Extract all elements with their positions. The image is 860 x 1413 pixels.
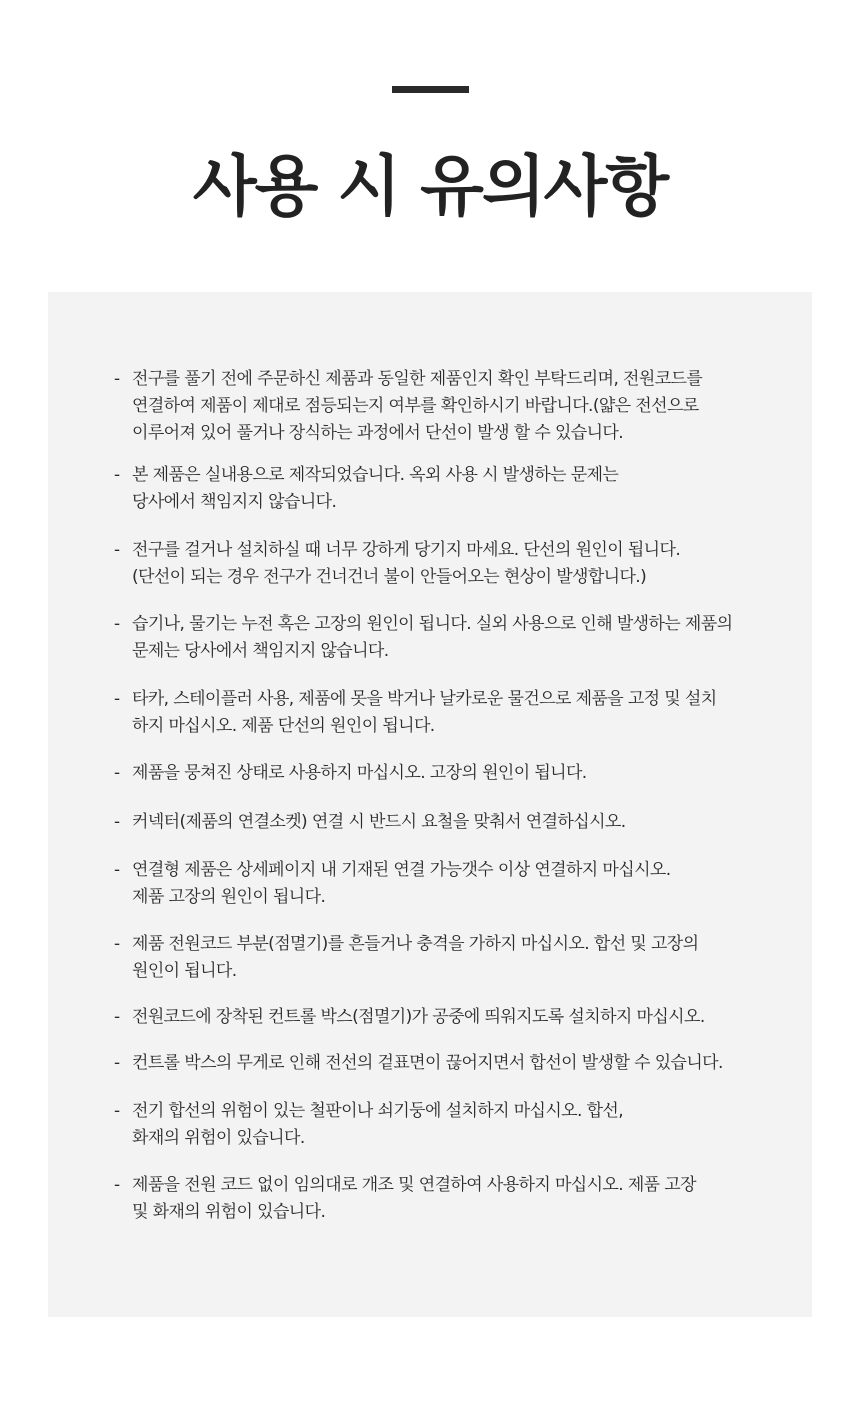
notice-item [114,857,794,911]
bullet-dash: - [114,1007,120,1027]
bullet-dash: - [114,860,120,880]
notice-line: (단선이 되는 경우 전구가 건너건너 불이 안들어오는 현상이 발생합니다.) [132,567,647,587]
bullet-dash: - [114,1175,120,1195]
notice-line: 하지 마십시오. 제품 단선의 원인이 됩니다. [132,716,435,736]
notice-item [114,686,794,740]
notice-line: 문제는 당사에서 책임지지 않습니다. [132,641,389,661]
notice-item [114,611,794,665]
notice-item [114,1098,794,1152]
notice-line: 이루어져 있어 풀거나 장식하는 과정에서 단선이 발생 할 수 있습니다. [132,423,624,443]
notice-line: 본 제품은 실내용으로 제작되었습니다. 옥외 사용 시 발생하는 문제는 [132,465,619,485]
notice-line: 연결형 제품은 상세페이지 내 기재된 연결 가능갯수 이상 연결하지 마십시오. [132,860,671,880]
bullet-dash: - [114,812,120,832]
notice-item [114,462,794,516]
notice-line: 제품 고장의 원인이 됩니다. [132,887,326,907]
notice-item [114,809,794,836]
page-title: 사용 시 유의사항 [192,148,668,225]
notice-item [114,1050,794,1077]
notice-line: 전원코드에 장착된 컨트롤 박스(점멸기)가 공중에 띄워지도록 설치하지 마십시오. [132,1007,705,1027]
bullet-dash: - [114,763,120,783]
notice-line: 연결하여 제품이 제대로 점등되는지 여부를 확인하시기 바랍니다.(얇은 전선으로 [132,396,699,416]
notice-line: 화재의 위험이 있습니다. [132,1128,305,1148]
bullet-dash: - [114,465,120,485]
notice-item [114,760,794,787]
notice-line: 전구를 걸거나 설치하실 때 너무 강하게 당기지 마세요. 단선의 원인이 됩니다. [132,540,681,560]
bullet-dash: - [114,1101,120,1121]
notice-line: 습기나, 물기는 누전 혹은 고장의 원인이 됩니다. 실외 사용으로 인해 발생하는 제품의 [132,614,733,634]
notice-line: 타카, 스테이플러 사용, 제품에 못을 박거나 날카로운 물건으로 제품을 고정 및 설치 [132,689,717,709]
notice-line: 커넥터(제품의 연결소켓) 연결 시 반드시 요철을 맞춰서 연결하십시오. [132,812,626,832]
title-accent-bar [392,86,469,93]
notice-item [114,366,794,447]
notice-line: 원인이 됩니다. [132,961,237,981]
bullet-dash: - [114,689,120,709]
notice-line: 제품을 뭉쳐진 상태로 사용하지 마십시오. 고장의 원인이 됩니다. [132,763,587,783]
notice-line: 전구를 풀기 전에 주문하신 제품과 동일한 제품인지 확인 부탁드리며, 전원코드를 [132,369,703,389]
notice-line: 제품 전원코드 부분(점멸기)를 흔들거나 충격을 가하지 마십시오. 합선 및 고장의 [132,934,699,954]
notice-line: 제품을 전원 코드 없이 임의대로 개조 및 연결하여 사용하지 마십시오. 제품 고장 [132,1175,696,1195]
notice-panel [48,292,812,1317]
bullet-dash: - [114,540,120,560]
notice-line: 당사에서 책임지지 않습니다. [132,492,337,512]
notice-item [114,931,794,985]
bullet-dash: - [114,614,120,634]
notice-item [114,1172,794,1226]
notice-line: 컨트롤 박스의 무게로 인해 전선의 겉표면이 끊어지면서 합선이 발생할 수 있습니다. [132,1053,723,1073]
bullet-dash: - [114,934,120,954]
notice-item [114,1004,794,1031]
bullet-dash: - [114,369,120,389]
bullet-dash: - [114,1053,120,1073]
notice-line: 전기 합선의 위험이 있는 철판이나 쇠기둥에 설치하지 마십시오. 합선, [132,1101,624,1121]
notice-item [114,537,794,591]
notice-line: 및 화재의 위험이 있습니다. [132,1202,326,1222]
